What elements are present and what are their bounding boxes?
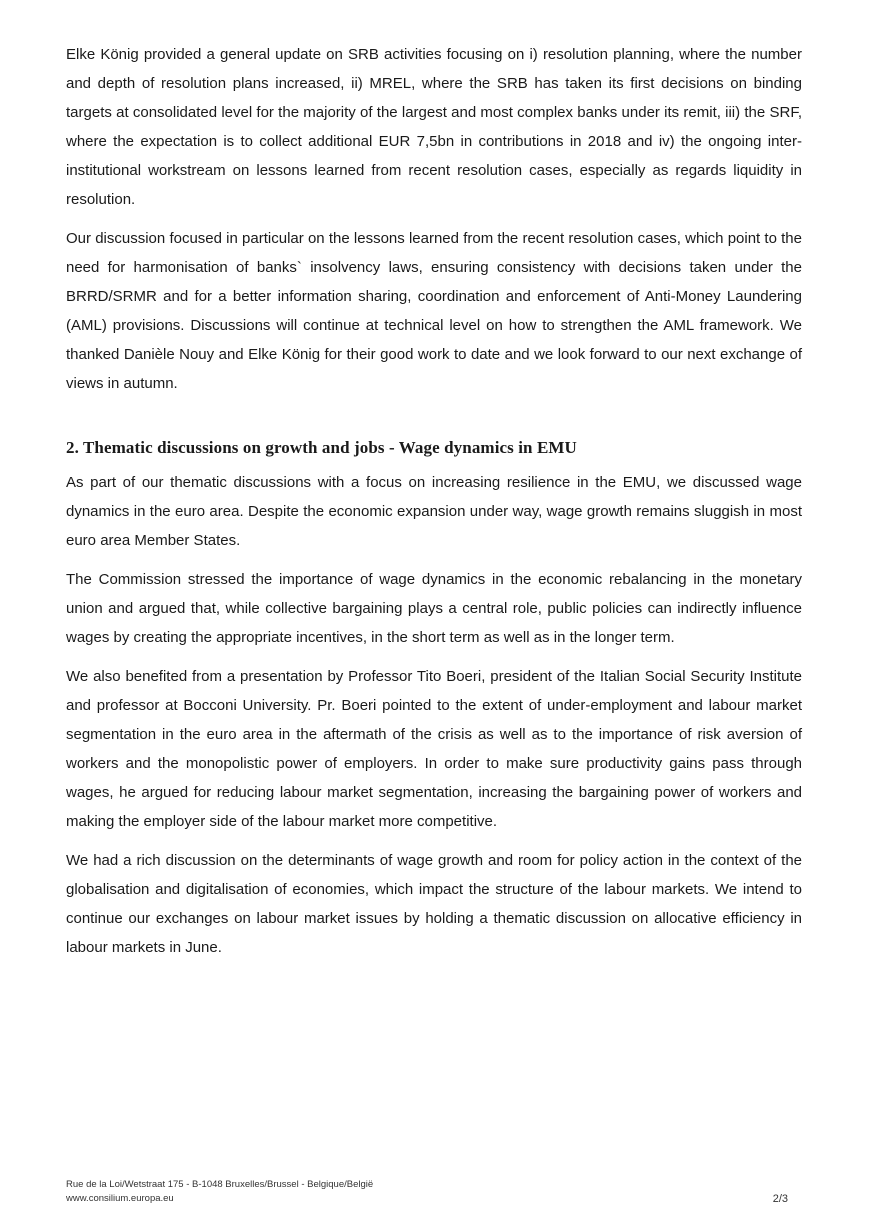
paragraph-policy-discussion: We had a rich discussion on the determinants of wage growth and room for policy action in the context of the globalisation and digitalisation of economies, which impact the structure of the labour markets. We intend to continue our exchanges on labour market issues by holding a thematic discussion on allocative efficiency in labour markets in June.: [66, 852, 802, 956]
page-footer: [66, 1178, 802, 1206]
paragraph-lessons-learned: Our discussion focused in particular on the lessons learned from the recent resolution cases, which point to the need for harmonisation of banks` insolvency laws, ensuring consistency with decisions taken under the BRRD/SRMR and for a better information sharing, coordination and enforcement of Anti-Money Laundering (AML) provisions. Discussions will continue at technical level on how to strengthen the AML framework. We thanked Danièle Nouy and Elke König for their good work to date and we look forward to our next exchange of views in autumn.: [66, 230, 802, 392]
footer-address: Rue de la Loi/Wetstraat 175 - B-1048 Bruxelles/Brussel - Belgique/België: [66, 1179, 374, 1190]
paragraph-commission-view: The Commission stressed the importance of wage dynamics in the economic rebalancing in the monetary union and argued that, while collective bargaining plays a central role, public policies can indirectly influence wages by creating the appropriate incentives, in the short term as well as in the longer term.: [66, 571, 802, 646]
paragraph-thematic-discussion: As part of our thematic discussions with a focus on increasing resilience in the EMU, we discussed wage dynamics in the euro area. Despite the economic expansion under way, wage growth remains sluggish in most euro area Member States.: [66, 474, 802, 549]
document-body: [66, 40, 802, 972]
paragraph-srb-update: Elke König provided a general update on SRB activities focusing on i) resolution planning, where the number and depth of resolution plans increased, ii) MREL, where the SRB has taken its first decisions on binding targets at consolidated level for the majority of the largest and most complex banks under its remit, iii) the SRF, where the expectation is to collect additional EUR 7,5bn in contributions in 2018 and iv) the ongoing inter-institutional workstream on lessons learned from recent resolution cases, especially as regards liquidity in resolution.: [66, 46, 802, 208]
section-heading-wage-dynamics: 2. Thematic discussions on growth and jobs - Wage dynamics in EMU: [66, 438, 577, 457]
paragraph-boeri-presentation: We also benefited from a presentation by Professor Tito Boeri, president of the Italian Social Security Institute and professor at Bocconi University. Pr. Boeri pointed to the extent of under-employment and labour market segmentation in the euro area in the aftermath of the crisis as well as to the importance of risk aversion of workers and the monopolistic power of employers. In order to make sure productivity gains pass through wages, he argued for reducing labour market segmentation, increasing the bargaining power of workers and making the employer side of the labour market more competitive.: [66, 668, 802, 830]
page-number: 2/3: [772, 1193, 788, 1205]
footer-website: www.consilium.europa.eu: [66, 1193, 174, 1204]
